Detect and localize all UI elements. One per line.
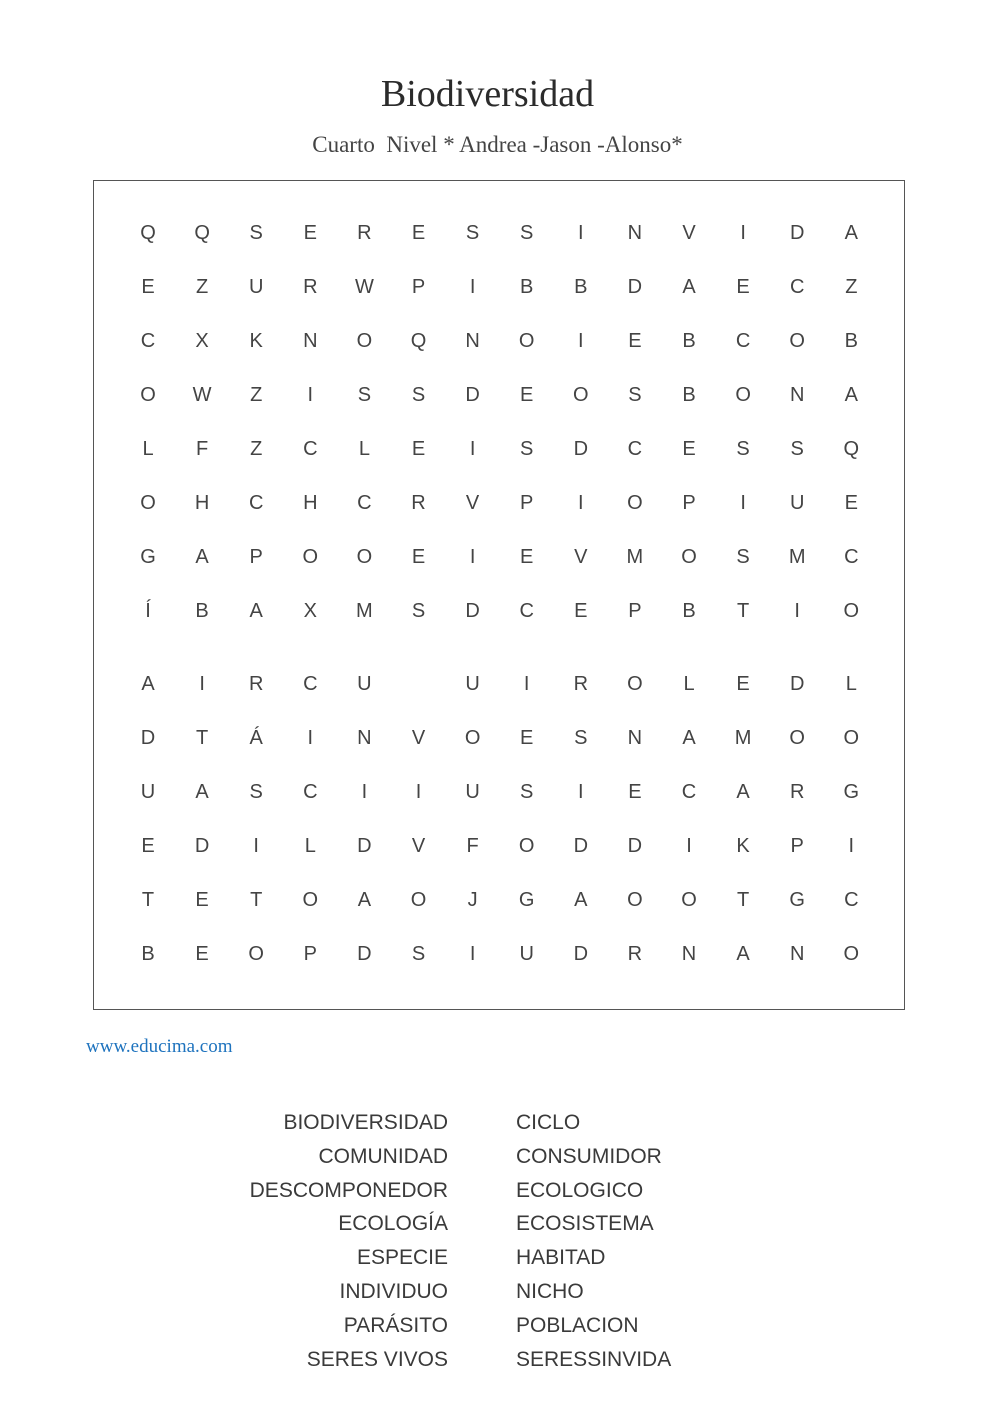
grid-cell[interactable]: E — [411, 438, 426, 460]
grid-cell[interactable]: H — [194, 492, 210, 514]
grid-cell[interactable]: C — [519, 600, 534, 622]
grid-cell[interactable]: B — [682, 330, 696, 352]
grid-row — [94, 723, 904, 753]
grid-cell[interactable]: O — [789, 330, 805, 352]
grid-cell[interactable]: K — [249, 330, 263, 352]
grid-cell[interactable]: D — [140, 727, 156, 749]
grid-cell[interactable]: N — [465, 330, 480, 352]
grid-cell[interactable]: C — [844, 889, 859, 911]
grid-cell[interactable]: Q — [140, 222, 156, 244]
grid-cell[interactable]: A — [844, 384, 858, 406]
grid-cell[interactable]: E — [844, 492, 858, 514]
grid-cell[interactable]: H — [303, 492, 318, 514]
grid-cell[interactable]: I — [578, 330, 584, 352]
grid-cell[interactable]: P — [682, 492, 696, 514]
grid-cell[interactable]: F — [195, 438, 209, 460]
grid-cell[interactable]: D — [357, 835, 372, 857]
grid-row — [94, 939, 904, 969]
grid-cell[interactable]: A — [574, 889, 588, 911]
grid-cell[interactable]: L — [683, 673, 695, 695]
word-list-item: ECOSISTEMA — [516, 1212, 654, 1236]
grid-cell[interactable]: N — [789, 943, 805, 965]
grid-cell[interactable]: G — [789, 889, 805, 911]
grid-cell[interactable]: J — [467, 889, 478, 911]
grid-cell[interactable]: S — [736, 546, 750, 568]
grid-cell[interactable]: C — [681, 781, 697, 803]
grid-cell[interactable]: P — [520, 492, 534, 514]
grid-cell[interactable]: L — [845, 673, 857, 695]
grid-cell[interactable]: W — [354, 276, 374, 298]
grid-cell[interactable]: P — [303, 943, 317, 965]
word-list-item: ECOLOGÍA — [338, 1212, 448, 1236]
grid-cell[interactable]: D — [194, 835, 210, 857]
grid-row — [94, 669, 904, 699]
grid-cell[interactable]: I — [523, 673, 530, 695]
grid-cell[interactable]: A — [141, 673, 155, 695]
grid-cell[interactable]: I — [253, 835, 259, 857]
grid-cell[interactable]: E — [195, 889, 209, 911]
grid-cell[interactable]: N — [627, 222, 643, 244]
grid-cell[interactable]: S — [411, 943, 426, 965]
grid-cell[interactable]: R — [789, 781, 805, 803]
grid-cell[interactable]: O — [681, 546, 697, 568]
grid-cell[interactable]: O — [627, 492, 643, 514]
grid-cell[interactable]: I — [307, 727, 314, 749]
grid-cell[interactable]: O — [356, 546, 373, 568]
word-list-item: DESCOMPONEDOR — [249, 1178, 448, 1202]
grid-cell[interactable]: C — [140, 330, 156, 352]
grid-cell[interactable]: L — [358, 438, 370, 460]
grid-cell[interactable]: D — [357, 943, 372, 965]
grid-cell[interactable]: A — [844, 222, 858, 244]
word-list-left — [200, 1106, 448, 1376]
grid-cell[interactable]: S — [357, 384, 372, 406]
grid-cell[interactable]: B — [574, 276, 588, 298]
grid-cell[interactable]: V — [411, 835, 426, 857]
grid-cell[interactable]: E — [520, 384, 534, 406]
grid-cell[interactable]: Z — [250, 384, 263, 406]
grid-cell[interactable]: B — [682, 600, 696, 622]
word-list-item: CONSUMIDOR — [516, 1144, 662, 1168]
grid-cell[interactable]: S — [249, 781, 263, 803]
grid-cell[interactable]: D — [627, 276, 643, 298]
grid-cell[interactable]: O — [140, 384, 156, 406]
grid-cell[interactable]: E — [520, 546, 534, 568]
grid-cell[interactable]: B — [844, 330, 858, 352]
grid-cell[interactable]: C — [357, 492, 372, 514]
grid-cell[interactable]: S — [520, 438, 534, 460]
grid-cell[interactable]: C — [303, 781, 318, 803]
grid-cell[interactable]: Í — [145, 600, 151, 622]
grid-cell[interactable]: O — [789, 727, 805, 749]
grid-cell[interactable]: S — [574, 727, 588, 749]
grid-cell[interactable]: A — [357, 889, 372, 911]
grid-cell[interactable]: I — [469, 943, 476, 965]
grid-cell[interactable]: S — [411, 600, 426, 622]
grid-cell[interactable]: D — [573, 835, 589, 857]
grid-cell[interactable]: M — [356, 600, 373, 622]
grid-cell[interactable]: E — [628, 781, 642, 803]
grid-cell[interactable]: O — [302, 546, 319, 568]
grid-cell[interactable]: Q — [194, 222, 210, 244]
grid-cell[interactable]: I — [578, 492, 584, 514]
grid-row — [94, 380, 904, 410]
grid-cell[interactable]: R — [411, 492, 426, 514]
word-list-item: ECOLOGICO — [516, 1178, 644, 1202]
grid-cell[interactable]: C — [844, 546, 859, 568]
grid-cell[interactable]: S — [249, 222, 263, 244]
grid-cell[interactable]: O — [410, 889, 427, 911]
grid-cell[interactable]: U — [248, 276, 264, 298]
grid-cell[interactable]: U — [519, 943, 534, 965]
grid-cell[interactable]: I — [740, 492, 746, 514]
grid-cell[interactable]: B — [195, 600, 209, 622]
word-list-item: CICLO — [516, 1111, 581, 1134]
grid-cell[interactable]: M — [626, 546, 644, 568]
grid-cell[interactable]: S — [628, 384, 642, 406]
grid-row — [94, 542, 904, 572]
grid-cell[interactable]: O — [356, 330, 373, 352]
grid-cell[interactable]: M — [788, 546, 806, 568]
grid-cell[interactable]: N — [357, 727, 372, 749]
grid-cell[interactable]: E — [628, 330, 642, 352]
word-list-item: SERESSINVIDA — [516, 1347, 672, 1371]
word-list-item: PARÁSITO — [343, 1313, 448, 1337]
grid-cell[interactable]: O — [627, 889, 643, 911]
grid-cell[interactable]: S — [520, 781, 534, 803]
grid-cell[interactable]: N — [627, 727, 643, 749]
grid-cell[interactable]: R — [573, 673, 589, 695]
grid-cell[interactable]: E — [574, 600, 588, 622]
grid-cell[interactable]: O — [248, 943, 264, 965]
grid-cell[interactable]: C — [735, 330, 751, 352]
grid-cell[interactable]: X — [195, 330, 209, 352]
grid-cell[interactable]: R — [248, 673, 264, 695]
word-search-grid — [93, 180, 905, 1010]
grid-cell[interactable]: I — [848, 835, 855, 857]
grid-cell[interactable]: G — [843, 781, 860, 803]
grid-cell[interactable]: T — [736, 889, 750, 911]
grid-cell[interactable]: O — [302, 889, 319, 911]
grid-cell[interactable]: C — [303, 673, 318, 695]
grid-cell[interactable]: W — [192, 384, 212, 406]
grid-cell[interactable]: U — [465, 673, 480, 695]
word-list-item: NICHO — [516, 1279, 584, 1303]
grid-row — [94, 272, 904, 302]
grid-cell[interactable]: E — [520, 727, 534, 749]
grid-cell[interactable]: D — [627, 835, 643, 857]
word-list-item: BIODIVERSIDAD — [283, 1111, 448, 1134]
grid-cell[interactable]: C — [303, 438, 318, 460]
grid-cell[interactable]: I — [415, 781, 422, 803]
word-list-item: ESPECIE — [356, 1246, 448, 1270]
grid-cell[interactable]: E — [736, 673, 750, 695]
grid-cell[interactable]: C — [248, 492, 264, 514]
grid-row — [94, 434, 904, 464]
grid-cell[interactable]: E — [195, 943, 209, 965]
grid-cell[interactable]: O — [518, 835, 535, 857]
word-list-item: SERES VIVOS — [306, 1347, 448, 1371]
grid-cell[interactable]: B — [141, 943, 155, 965]
word-list-item: POBLACION — [516, 1313, 639, 1337]
grid-cell[interactable]: I — [361, 781, 368, 803]
grid-cell[interactable]: O — [681, 889, 697, 911]
grid-cell[interactable]: I — [686, 835, 692, 857]
grid-cell[interactable]: O — [518, 330, 535, 352]
grid-cell[interactable]: L — [142, 438, 154, 460]
grid-cell[interactable]: A — [195, 546, 209, 568]
grid-cell[interactable]: E — [141, 276, 155, 298]
grid-cell[interactable]: R — [627, 943, 643, 965]
grid-cell[interactable]: D — [465, 600, 480, 622]
grid-cell[interactable]: D — [789, 222, 805, 244]
grid-cell[interactable]: T — [195, 727, 209, 749]
grid-cell[interactable]: I — [469, 438, 476, 460]
grid-cell[interactable]: O — [627, 673, 643, 695]
grid-cell[interactable]: O — [843, 943, 860, 965]
grid-row — [94, 326, 904, 356]
grid-cell[interactable]: M — [734, 727, 752, 749]
grid-cell[interactable]: S — [520, 222, 534, 244]
grid-cell[interactable]: V — [411, 727, 426, 749]
grid-cell[interactable]: X — [303, 600, 317, 622]
grid-cell[interactable]: K — [736, 835, 750, 857]
grid-cell[interactable]: E — [141, 835, 155, 857]
grid-cell[interactable]: A — [736, 781, 750, 803]
grid-cell[interactable]: A — [736, 943, 750, 965]
grid-cell[interactable]: A — [249, 600, 263, 622]
grid-cell[interactable]: C — [789, 276, 805, 298]
grid-cell[interactable]: I — [794, 600, 800, 622]
grid-cell[interactable]: C — [627, 438, 643, 460]
grid-cell[interactable]: O — [843, 727, 860, 749]
grid-cell[interactable]: L — [304, 835, 316, 857]
grid-cell[interactable]: O — [140, 492, 156, 514]
grid-cell[interactable]: G — [140, 546, 156, 568]
grid-cell[interactable]: S — [411, 384, 426, 406]
grid-cell[interactable]: O — [735, 384, 751, 406]
grid-cell[interactable]: E — [682, 438, 696, 460]
grid-cell[interactable]: F — [466, 835, 479, 857]
page-title: Biodiversidad — [380, 73, 595, 115]
grid-cell[interactable]: O — [464, 727, 481, 749]
grid-cell[interactable]: D — [573, 438, 589, 460]
grid-cell[interactable]: U — [465, 781, 480, 803]
word-list-item: HABITAD — [516, 1246, 606, 1270]
grid-cell[interactable]: Q — [843, 438, 860, 460]
grid-cell[interactable]: S — [465, 222, 480, 244]
grid-cell[interactable]: G — [518, 889, 535, 911]
grid-cell[interactable]: P — [628, 600, 642, 622]
grid-cell[interactable]: I — [307, 384, 314, 406]
grid-cell[interactable]: T — [141, 889, 155, 911]
grid-cell[interactable]: S — [736, 438, 750, 460]
grid-cell[interactable]: P — [411, 276, 426, 298]
grid-cell[interactable]: Z — [845, 276, 858, 298]
grid-row — [94, 831, 904, 861]
grid-cell[interactable]: D — [789, 673, 805, 695]
grid-cell[interactable]: P — [790, 835, 804, 857]
grid-cell[interactable]: D — [573, 943, 589, 965]
grid-cell[interactable]: R — [303, 276, 318, 298]
grid-cell[interactable]: Z — [195, 276, 209, 298]
grid-cell[interactable]: Z — [250, 438, 263, 460]
grid-cell[interactable]: S — [790, 438, 804, 460]
grid-cell[interactable]: U — [140, 781, 156, 803]
grid-cell[interactable]: V — [574, 546, 588, 568]
grid-cell[interactable]: N — [303, 330, 318, 352]
grid-cell[interactable]: U — [789, 492, 805, 514]
grid-cell[interactable]: I — [740, 222, 746, 244]
grid-cell[interactable]: N — [681, 943, 697, 965]
grid-cell[interactable]: E — [736, 276, 750, 298]
grid-cell[interactable]: T — [736, 600, 750, 622]
grid-cell[interactable]: E — [411, 222, 426, 244]
grid-cell[interactable]: Q — [410, 330, 427, 352]
word-list-right — [516, 1106, 776, 1376]
grid-row — [94, 596, 904, 626]
grid-cell[interactable]: B — [520, 276, 534, 298]
grid-cell[interactable]: A — [682, 727, 696, 749]
grid-cell[interactable]: V — [682, 222, 696, 244]
grid-cell[interactable]: Á — [249, 727, 263, 749]
word-list-item: COMUNIDAD — [318, 1144, 448, 1168]
word-list-item: INDIVIDUO — [339, 1279, 448, 1303]
grid-row — [94, 777, 904, 807]
grid-cell[interactable]: E — [411, 546, 426, 568]
grid-cell[interactable]: I — [469, 546, 476, 568]
grid-cell[interactable]: I — [578, 222, 584, 244]
site-link[interactable]: www.educima.com — [86, 1036, 233, 1057]
grid-cell[interactable]: R — [357, 222, 372, 244]
grid-cell[interactable]: O — [843, 600, 860, 622]
grid-cell[interactable]: T — [250, 889, 263, 911]
grid-cell[interactable]: I — [578, 781, 584, 803]
grid-row — [94, 488, 904, 518]
grid-cell[interactable]: N — [789, 384, 805, 406]
grid-row — [94, 885, 904, 915]
grid-cell[interactable]: V — [465, 492, 480, 514]
grid-cell[interactable]: U — [357, 673, 372, 695]
grid-cell[interactable]: I — [199, 673, 205, 695]
grid-cell[interactable]: I — [469, 276, 476, 298]
grid-cell[interactable]: A — [195, 781, 209, 803]
page-subtitle: Cuarto Nivel * Andrea -Jason -Alonso* — [312, 132, 683, 157]
grid-cell[interactable]: B — [682, 384, 696, 406]
grid-row — [94, 218, 904, 248]
grid-cell[interactable]: D — [465, 384, 480, 406]
grid-cell[interactable]: A — [682, 276, 696, 298]
grid-cell[interactable]: E — [303, 222, 317, 244]
grid-cell[interactable]: O — [573, 384, 589, 406]
grid-cell[interactable]: P — [249, 546, 263, 568]
